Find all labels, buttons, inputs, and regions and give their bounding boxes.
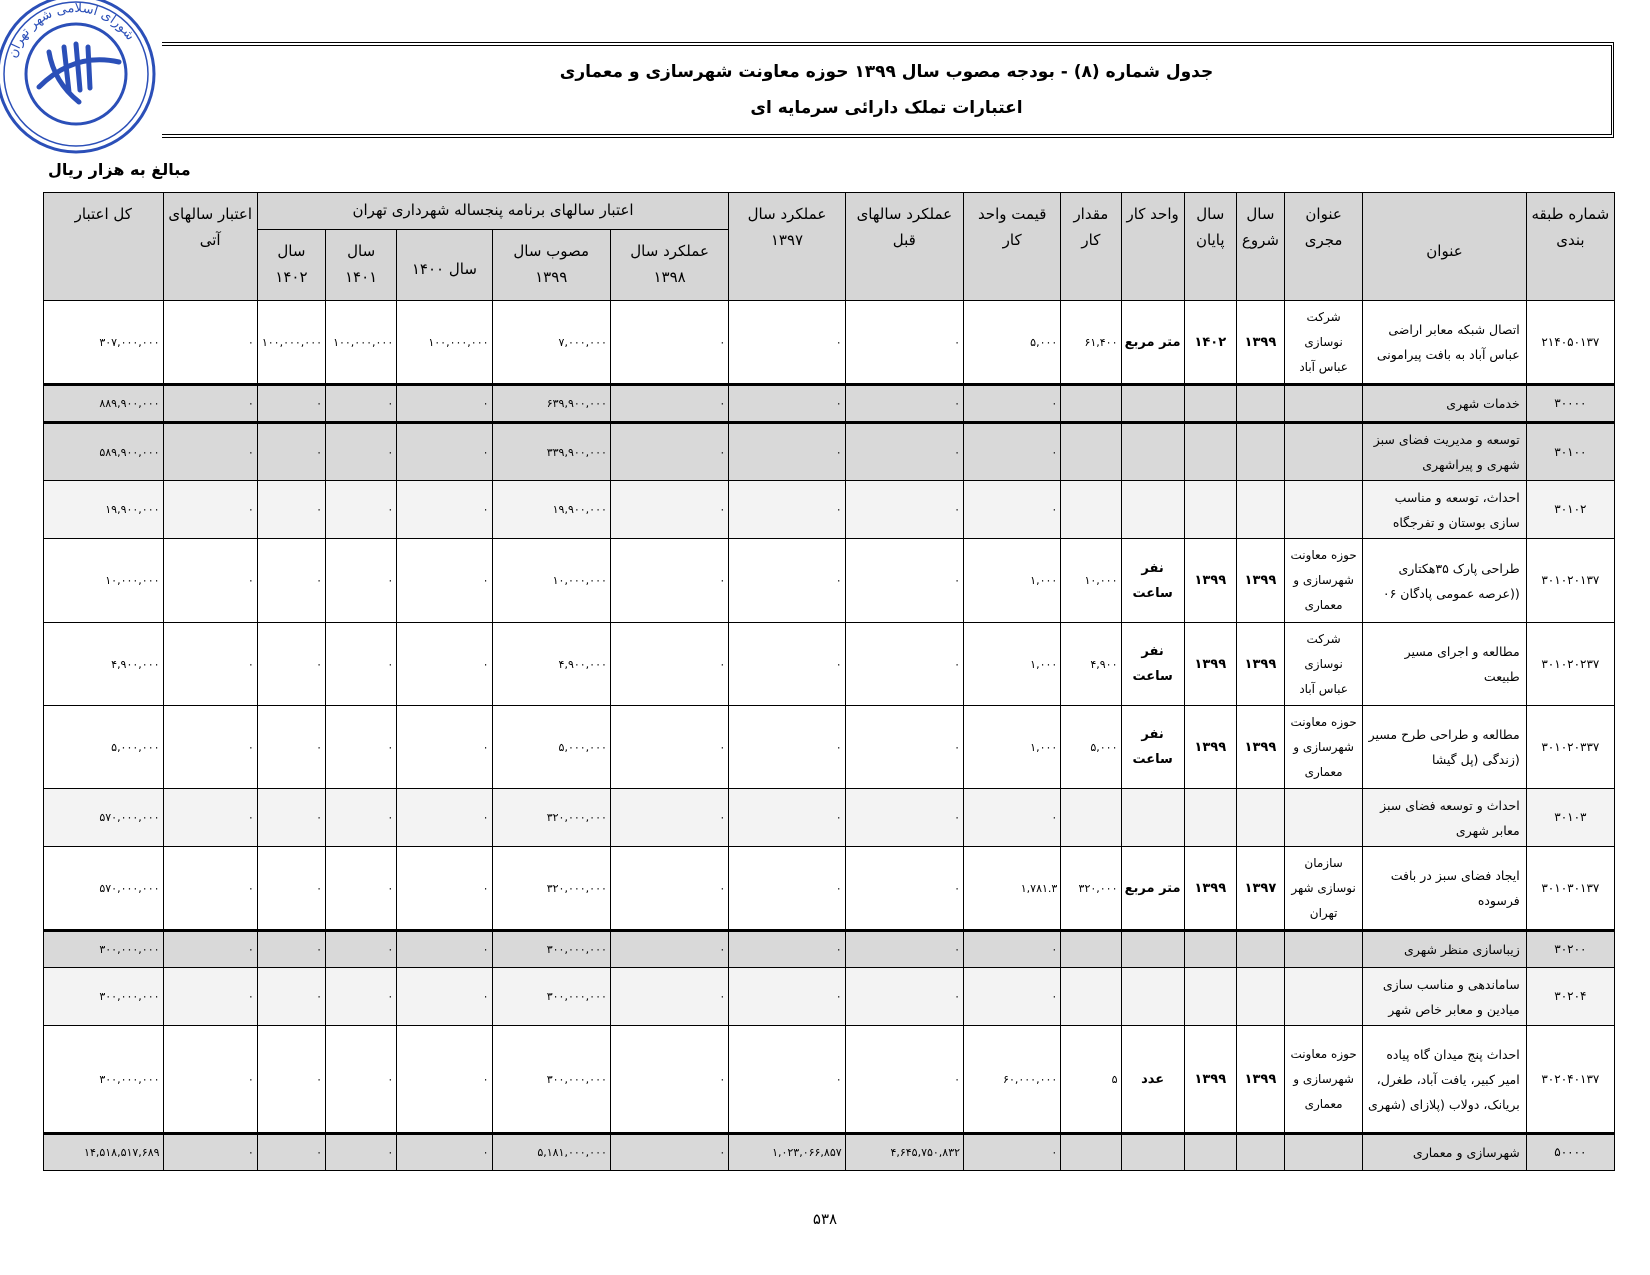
cell-y1401: ۰	[326, 1134, 397, 1171]
cell-code: ۳۰۰۰۰	[1526, 385, 1614, 423]
cell-total: ۵۷۰,۰۰۰,۰۰۰	[44, 847, 164, 931]
table-row	[44, 789, 1615, 847]
cell-y1400: ۰	[397, 968, 492, 1026]
cell-executor	[1284, 423, 1362, 481]
cell-unit: نفر ساعت	[1121, 706, 1184, 789]
amount-unit-note: مبالغ به هزار ریال	[48, 160, 191, 179]
cell-qty	[1061, 931, 1121, 968]
cell-p97: ۰	[729, 789, 845, 847]
cell-p97: ۰	[729, 385, 845, 423]
cell-code: ۵۰۰۰۰	[1526, 1134, 1614, 1171]
cell-code: ۲۱۴۰۵۰۱۳۷	[1526, 301, 1614, 385]
cell-price: ۱,۰۰۰	[964, 706, 1061, 789]
document-title: جدول شماره (۸) - بودجه مصوب سال ۱۳۹۹ حوزه معاونت شهرسازی و معماری	[559, 62, 1214, 82]
cell-y1401: ۰	[326, 539, 397, 623]
col-header-year-1402: سال ۱۴۰۲	[257, 230, 325, 301]
cell-p98: ۰	[610, 423, 728, 481]
cell-y1400: ۰	[397, 706, 492, 789]
cell-qty: ۵	[1061, 1026, 1121, 1134]
cell-a99: ۵,۰۰۰,۰۰۰	[492, 706, 610, 789]
cell-total: ۱۰,۰۰۰,۰۰۰	[44, 539, 164, 623]
col-header-perf-1398: عملکرد سال ۱۳۹۸	[610, 230, 728, 301]
cell-total: ۴,۹۰۰,۰۰۰	[44, 623, 164, 706]
cell-title: مطالعه و اجرای مسیر طبیعت	[1363, 623, 1527, 706]
cell-unit	[1121, 1134, 1184, 1171]
cell-p97: ۰	[729, 1026, 845, 1134]
cell-a99: ۴,۹۰۰,۰۰۰	[492, 623, 610, 706]
cell-p98: ۰	[610, 301, 728, 385]
cell-y1402: ۰	[257, 481, 325, 539]
cell-y1401: ۰	[326, 931, 397, 968]
col-header-end-year: سال پایان	[1184, 193, 1236, 301]
cell-a99: ۳۰۰,۰۰۰,۰۰۰	[492, 931, 610, 968]
cell-a99: ۳۰۰,۰۰۰,۰۰۰	[492, 968, 610, 1026]
cell-a99: ۶۳۹,۹۰۰,۰۰۰	[492, 385, 610, 423]
cell-p98: ۰	[610, 706, 728, 789]
cell-future: ۰	[163, 385, 257, 423]
cell-y1402: ۱۰۰,۰۰۰,۰۰۰	[257, 301, 325, 385]
cell-y1401: ۰	[326, 423, 397, 481]
cell-title: ساماندهی و مناسب سازی میادین و معابر خاص شهر	[1363, 968, 1527, 1026]
cell-qty: ۱۰,۰۰۰	[1061, 539, 1121, 623]
cell-y1400: ۰	[397, 789, 492, 847]
col-header-prev-years: عملکرد سالهای قبل	[845, 193, 963, 301]
document-subtitle: اعتبارات تملک دارائی سرمایه ای	[750, 98, 1023, 118]
cell-executor: حوزه معاونت شهرسازی و معماری	[1284, 706, 1362, 789]
cell-start: ۱۳۹۹	[1236, 539, 1284, 623]
cell-start: ۱۳۹۹	[1236, 623, 1284, 706]
cell-future: ۰	[163, 1026, 257, 1134]
cell-a99: ۳۲۰,۰۰۰,۰۰۰	[492, 847, 610, 931]
cell-code: ۳۰۱۰۳	[1526, 789, 1614, 847]
cell-future: ۰	[163, 623, 257, 706]
cell-prev: ۰	[845, 968, 963, 1026]
cell-executor	[1284, 968, 1362, 1026]
table-row	[44, 706, 1615, 789]
table-row	[44, 539, 1615, 623]
cell-end: ۱۴۰۲	[1184, 301, 1236, 385]
cell-qty	[1061, 968, 1121, 1026]
budget-table	[43, 192, 1615, 1171]
cell-price: ۱,۷۸۱.۳	[964, 847, 1061, 931]
cell-prev: ۰	[845, 1026, 963, 1134]
cell-end: ۱۳۹۹	[1184, 623, 1236, 706]
cell-title: احداث، توسعه و مناسب سازی بوستان و تفرجگاه	[1363, 481, 1527, 539]
cell-total: ۳۰۰,۰۰۰,۰۰۰	[44, 1026, 164, 1134]
cell-start	[1236, 423, 1284, 481]
cell-start: ۱۳۹۹	[1236, 1026, 1284, 1134]
cell-executor	[1284, 385, 1362, 423]
cell-qty	[1061, 423, 1121, 481]
cell-p97: ۰	[729, 539, 845, 623]
cell-y1400: ۰	[397, 1134, 492, 1171]
cell-unit	[1121, 931, 1184, 968]
cell-price: ۰	[964, 1134, 1061, 1171]
cell-price: ۰	[964, 385, 1061, 423]
cell-price: ۰	[964, 968, 1061, 1026]
cell-y1401: ۰	[326, 789, 397, 847]
cell-executor	[1284, 789, 1362, 847]
cell-qty: ۶۱,۴۰۰	[1061, 301, 1121, 385]
col-header-unit-price: قیمت واحد کار	[964, 193, 1061, 301]
cell-a99: ۵,۱۸۱,۰۰۰,۰۰۰	[492, 1134, 610, 1171]
cell-unit	[1121, 789, 1184, 847]
cell-code: ۳۰۲۰۴۰۱۳۷	[1526, 1026, 1614, 1134]
cell-future: ۰	[163, 706, 257, 789]
cell-p98: ۰	[610, 481, 728, 539]
budget-table-body	[44, 301, 1615, 1171]
cell-end: ۱۳۹۹	[1184, 539, 1236, 623]
col-header-year-1401: سال ۱۴۰۱	[326, 230, 397, 301]
cell-p97: ۰	[729, 423, 845, 481]
cell-code: ۳۰۱۰۰	[1526, 423, 1614, 481]
cell-y1400: ۰	[397, 423, 492, 481]
col-header-executor: عنوان مجری	[1284, 193, 1362, 301]
cell-p97: ۰	[729, 481, 845, 539]
cell-p97: ۰	[729, 706, 845, 789]
cell-future: ۰	[163, 539, 257, 623]
cell-prev: ۰	[845, 481, 963, 539]
cell-unit: عدد	[1121, 1026, 1184, 1134]
cell-total: ۳۰۷,۰۰۰,۰۰۰	[44, 301, 164, 385]
cell-prev: ۰	[845, 623, 963, 706]
cell-code: ۳۰۱۰۳۰۱۳۷	[1526, 847, 1614, 931]
cell-total: ۸۸۹,۹۰۰,۰۰۰	[44, 385, 164, 423]
cell-start	[1236, 789, 1284, 847]
cell-title: احداث و توسعه فضای سبز معابر شهری	[1363, 789, 1527, 847]
cell-a99: ۱۹,۹۰۰,۰۰۰	[492, 481, 610, 539]
cell-p98: ۰	[610, 385, 728, 423]
cell-a99: ۳۳۹,۹۰۰,۰۰۰	[492, 423, 610, 481]
cell-future: ۰	[163, 481, 257, 539]
cell-y1402: ۰	[257, 539, 325, 623]
cell-future: ۰	[163, 1134, 257, 1171]
cell-a99: ۳۲۰,۰۰۰,۰۰۰	[492, 789, 610, 847]
cell-y1400: ۰	[397, 931, 492, 968]
cell-executor	[1284, 481, 1362, 539]
cell-start	[1236, 1134, 1284, 1171]
cell-p97: ۱,۰۲۳,۰۶۶,۸۵۷	[729, 1134, 845, 1171]
cell-y1400: ۰	[397, 847, 492, 931]
table-row	[44, 931, 1615, 968]
cell-executor: شرکت نوسازی عباس آباد	[1284, 623, 1362, 706]
cell-prev: ۰	[845, 931, 963, 968]
cell-end	[1184, 385, 1236, 423]
table-row	[44, 423, 1615, 481]
table-row	[44, 1134, 1615, 1171]
table-row	[44, 623, 1615, 706]
cell-y1402: ۰	[257, 931, 325, 968]
cell-prev: ۴,۶۴۵,۷۵۰,۸۳۲	[845, 1134, 963, 1171]
col-header-quantity: مقدار کار	[1061, 193, 1121, 301]
col-header-code: شماره طبقه بندی	[1526, 193, 1614, 301]
cell-end	[1184, 931, 1236, 968]
cell-title: ایجاد فضای سبز در بافت فرسوده	[1363, 847, 1527, 931]
cell-prev: ۰	[845, 789, 963, 847]
col-header-future-years: اعتبار سالهای آتی	[163, 193, 257, 301]
cell-title: شهرسازی و معماری	[1363, 1134, 1527, 1171]
cell-y1401: ۰	[326, 847, 397, 931]
svg-text:شورای اسلامی شهر تهران: شورای اسلامی شهر تهران	[5, 0, 138, 60]
cell-y1400: ۰	[397, 623, 492, 706]
cell-end: ۱۳۹۹	[1184, 706, 1236, 789]
cell-p98: ۰	[610, 623, 728, 706]
cell-y1402: ۰	[257, 968, 325, 1026]
cell-start	[1236, 931, 1284, 968]
cell-title: توسعه و مدیریت فضای سبز شهری و پیراشهری	[1363, 423, 1527, 481]
cell-y1401: ۰	[326, 706, 397, 789]
cell-future: ۰	[163, 423, 257, 481]
cell-end	[1184, 968, 1236, 1026]
cell-qty: ۳۲۰,۰۰۰	[1061, 847, 1121, 931]
cell-p98: ۰	[610, 789, 728, 847]
cell-y1402: ۰	[257, 706, 325, 789]
cell-p97: ۰	[729, 968, 845, 1026]
col-header-unit: واحد کار	[1121, 193, 1184, 301]
cell-executor	[1284, 931, 1362, 968]
cell-executor: سازمان نوسازی شهر تهران	[1284, 847, 1362, 931]
col-header-approved-1399: مصوب سال ۱۳۹۹	[492, 230, 610, 301]
cell-start: ۱۳۹۷	[1236, 847, 1284, 931]
cell-end: ۱۳۹۹	[1184, 1026, 1236, 1134]
col-header-total: کل اعتبار	[44, 193, 164, 301]
cell-y1402: ۰	[257, 1134, 325, 1171]
cell-code: ۳۰۲۰۴	[1526, 968, 1614, 1026]
cell-p98: ۰	[610, 968, 728, 1026]
cell-start	[1236, 481, 1284, 539]
cell-y1402: ۰	[257, 1026, 325, 1134]
table-row	[44, 847, 1615, 931]
cell-p98: ۰	[610, 1026, 728, 1134]
cell-prev: ۰	[845, 423, 963, 481]
cell-end: ۱۳۹۹	[1184, 847, 1236, 931]
table-row	[44, 481, 1615, 539]
page-number: ۵۳۸	[812, 1210, 838, 1228]
cell-prev: ۰	[845, 847, 963, 931]
cell-qty	[1061, 481, 1121, 539]
cell-executor	[1284, 1134, 1362, 1171]
cell-y1400: ۰	[397, 481, 492, 539]
cell-unit: متر مربع	[1121, 301, 1184, 385]
cell-unit: متر مربع	[1121, 847, 1184, 931]
cell-future: ۰	[163, 789, 257, 847]
cell-total: ۱۹,۹۰۰,۰۰۰	[44, 481, 164, 539]
cell-y1400: ۰	[397, 385, 492, 423]
cell-y1401: ۰	[326, 968, 397, 1026]
cell-price: ۰	[964, 931, 1061, 968]
cell-executor: شرکت نوسازی عباس آباد	[1284, 301, 1362, 385]
cell-total: ۳۰۰,۰۰۰,۰۰۰	[44, 968, 164, 1026]
cell-start: ۱۳۹۹	[1236, 706, 1284, 789]
cell-qty	[1061, 789, 1121, 847]
cell-p98: ۰	[610, 1134, 728, 1171]
cell-y1402: ۰	[257, 847, 325, 931]
cell-unit: نفر ساعت	[1121, 539, 1184, 623]
cell-p97: ۰	[729, 623, 845, 706]
cell-a99: ۷,۰۰۰,۰۰۰	[492, 301, 610, 385]
table-row	[44, 1026, 1615, 1134]
cell-unit	[1121, 385, 1184, 423]
cell-title: اتصال شبکه معابر اراضی عباس آباد به بافت پیرامونی	[1363, 301, 1527, 385]
cell-end	[1184, 789, 1236, 847]
cell-y1402: ۰	[257, 789, 325, 847]
cell-price: ۰	[964, 789, 1061, 847]
cell-y1400: ۰	[397, 1026, 492, 1134]
cell-start	[1236, 968, 1284, 1026]
cell-y1400: ۱۰۰,۰۰۰,۰۰۰	[397, 301, 492, 385]
cell-code: ۳۰۱۰۲۰۲۳۷	[1526, 623, 1614, 706]
cell-title: طراحی پارک ۳۵هکتاری ((عرصه عمومی پادگان ۰۶	[1363, 539, 1527, 623]
cell-code: ۳۰۱۰۲۰۱۳۷	[1526, 539, 1614, 623]
cell-y1401: ۱۰۰,۰۰۰,۰۰۰	[326, 301, 397, 385]
cell-total: ۵۷۰,۰۰۰,۰۰۰	[44, 789, 164, 847]
cell-p98: ۰	[610, 931, 728, 968]
cell-p97: ۰	[729, 847, 845, 931]
cell-unit: نفر ساعت	[1121, 623, 1184, 706]
cell-total: ۵,۰۰۰,۰۰۰	[44, 706, 164, 789]
cell-y1401: ۰	[326, 385, 397, 423]
cell-price: ۰	[964, 423, 1061, 481]
cell-price: ۶۰,۰۰۰,۰۰۰	[964, 1026, 1061, 1134]
cell-a99: ۱۰,۰۰۰,۰۰۰	[492, 539, 610, 623]
cell-future: ۰	[163, 931, 257, 968]
cell-total: ۳۰۰,۰۰۰,۰۰۰	[44, 931, 164, 968]
cell-title: مطالعه و طراحی طرح مسیر (زندگی (پل گیشا	[1363, 706, 1527, 789]
cell-future: ۰	[163, 847, 257, 931]
cell-y1401: ۰	[326, 1026, 397, 1134]
cell-unit	[1121, 968, 1184, 1026]
cell-price: ۰	[964, 481, 1061, 539]
cell-code: ۳۰۱۰۲۰۳۳۷	[1526, 706, 1614, 789]
cell-code: ۳۰۱۰۲	[1526, 481, 1614, 539]
col-header-year-1400: سال ۱۴۰۰	[397, 230, 492, 301]
cell-qty	[1061, 385, 1121, 423]
cell-total: ۱۴,۵۱۸,۵۱۷,۶۸۹	[44, 1134, 164, 1171]
cell-code: ۳۰۲۰۰	[1526, 931, 1614, 968]
cell-p97: ۰	[729, 301, 845, 385]
cell-y1402: ۰	[257, 623, 325, 706]
cell-price: ۱,۰۰۰	[964, 539, 1061, 623]
cell-prev: ۰	[845, 385, 963, 423]
cell-unit	[1121, 481, 1184, 539]
cell-p97: ۰	[729, 931, 845, 968]
cell-prev: ۰	[845, 301, 963, 385]
cell-price: ۵,۰۰۰	[964, 301, 1061, 385]
cell-start: ۱۳۹۹	[1236, 301, 1284, 385]
table-row	[44, 385, 1615, 423]
cell-executor: حوزه معاونت شهرسازی و معماری	[1284, 1026, 1362, 1134]
cell-y1402: ۰	[257, 423, 325, 481]
cell-qty: ۵,۰۰۰	[1061, 706, 1121, 789]
col-header-start-year: سال شروع	[1236, 193, 1284, 301]
col-header-title: عنوان	[1363, 193, 1527, 301]
cell-title: زیباسازی منظر شهری	[1363, 931, 1527, 968]
table-row	[44, 301, 1615, 385]
cell-prev: ۰	[845, 706, 963, 789]
cell-executor: حوزه معاونت شهرسازی و معماری	[1284, 539, 1362, 623]
cell-y1400: ۰	[397, 539, 492, 623]
cell-end	[1184, 423, 1236, 481]
cell-y1401: ۰	[326, 623, 397, 706]
cell-total: ۵۸۹,۹۰۰,۰۰۰	[44, 423, 164, 481]
cell-future: ۰	[163, 301, 257, 385]
cell-qty	[1061, 1134, 1121, 1171]
cell-prev: ۰	[845, 539, 963, 623]
cell-start	[1236, 385, 1284, 423]
cell-a99: ۳۰۰,۰۰۰,۰۰۰	[492, 1026, 610, 1134]
cell-p98: ۰	[610, 847, 728, 931]
table-row	[44, 968, 1615, 1026]
cell-end	[1184, 481, 1236, 539]
cell-y1402: ۰	[257, 385, 325, 423]
council-seal-logo	[0, 0, 159, 157]
col-header-perf-1397: عملکرد سال ۱۳۹۷	[729, 193, 845, 301]
cell-end	[1184, 1134, 1236, 1171]
cell-qty: ۴,۹۰۰	[1061, 623, 1121, 706]
cell-p98: ۰	[610, 539, 728, 623]
cell-unit	[1121, 423, 1184, 481]
cell-future: ۰	[163, 968, 257, 1026]
document-title-box	[162, 42, 1614, 138]
cell-y1401: ۰	[326, 481, 397, 539]
cell-title: خدمات شهری	[1363, 385, 1527, 423]
cell-price: ۱,۰۰۰	[964, 623, 1061, 706]
cell-title: احداث پنج میدان گاه پیاده امیر کبیر، یافت آباد، طغرل، بریانک، دولاب (پلازای (شهری	[1363, 1026, 1527, 1134]
col-header-five-year-plan: اعتبار سالهای برنامه پنجساله شهرداری تهران	[257, 193, 728, 230]
